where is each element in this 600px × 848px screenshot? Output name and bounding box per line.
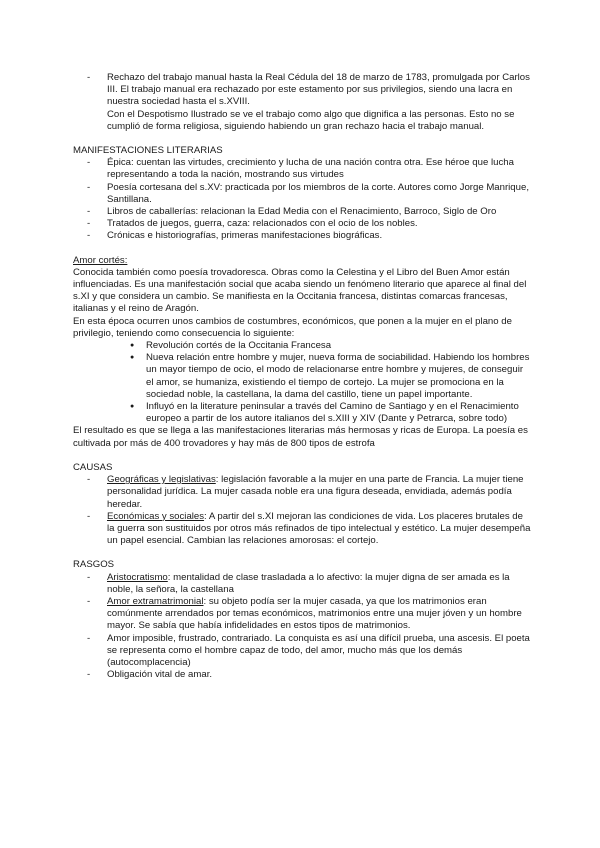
causa-term: Económicas y sociales xyxy=(107,510,205,522)
list-item: ● Revolución cortés de la Occitania Francesa xyxy=(73,340,533,352)
rasgos-list xyxy=(73,572,533,682)
causa-text: : A partir del s.XI mejoran las condiciones de vida. Los placeres brutales de la guerra son sustituidos por otros más refinados de tipo intelectual y estético. La mujer desempeña un papel esencial. Cambian las relaciones amorosas: el cortejo. xyxy=(107,510,531,547)
list-item xyxy=(73,596,533,633)
spacer xyxy=(73,243,533,255)
causa-term: Geográficas y legislativas xyxy=(107,474,216,486)
rasgo-term: Aristocratismo xyxy=(107,571,168,583)
list-item: - Tratados de juegos, guerra, caza: relacionados con el ocio de los nobles. xyxy=(73,218,533,230)
rasgo-text: Amor imposible, frustrado, contrariado. La conquista es así una difícil prueba, una ascesis. El poeta se representa como el hombre capaz de todo, del amor, mucho más que los demás (autocomplacencia) xyxy=(107,632,530,668)
rasgo-text: Obligación vital de amar. xyxy=(107,669,213,681)
causa-text: : legislación favorable a la mujer en una parte de Francia. La mujer tiene personalidad jurídica. La mujer casada noble era una figura deseada, envidiada, además podía heredar. xyxy=(107,474,524,510)
list-item xyxy=(73,669,533,681)
amor-paragraph-2: En esta época ocurren unos cambios de costumbres, económicos, que ponen a la mujer en el plano de privilegio, teniendo como consecuencia lo siguiente: xyxy=(73,315,512,339)
document-body xyxy=(73,72,533,681)
manifestaciones-list xyxy=(73,157,533,242)
rasgo-text: : mentalidad de clase trasladada a lo afectivo: la mujer digna de ser amada es la noble, la señora, la castellana xyxy=(107,571,510,595)
list-item xyxy=(73,474,533,511)
list-item: - Libros de caballerías: relacionan la Edad Media con el Renacimiento, Barroco, Siglo de Oro xyxy=(73,206,533,218)
list-item: - Crónicas e historiografías, primeras manifestaciones biográficas. xyxy=(73,230,533,242)
section-heading-causas: CAUSAS xyxy=(73,461,113,473)
list-item: ● Influyó en la literature peninsular a través del Camino de Santiago y en el Renacimiento europeo a partir de los autore italianos del s.XIII y XIV (Dante y Petrarca, sobre todo) xyxy=(73,401,533,425)
list-item: ● Nueva relación entre hombre y mujer, nueva forma de sociabilidad. Habiendo los hombres un mayor tiempo de ocio, el modo de relacionarse entre hombre y mujeres, de conseguir el amor, se humaniza, existiendo el tiempo de cortejo. La mujer se promociona en la sociedad noble, la castellana, la dama del castillo, tiene un papel importante. xyxy=(73,352,533,401)
list-item xyxy=(73,72,533,133)
list-item: - Épica: cuentan las virtudes, crecimiento y lucha de una nación contra otra. Ese héroe que lucha representando a toda la nación, mostrando sus virtudes xyxy=(73,157,533,181)
list-item xyxy=(73,511,533,548)
section-heading-rasgos: RASGOS xyxy=(73,559,115,571)
list-item xyxy=(73,633,533,670)
amor-bullet-list xyxy=(73,340,533,425)
rasgo-text: : su objeto podía ser la mujer casada, ya que los matrimonios eran comúnmente arrendados por temas económicos, matrimonios entre una mujer jóven y un hombre mayor. Se sabía que había infidelidades en estos tipos de matrimonios. xyxy=(107,595,522,632)
section-heading-amor-cortes: Amor cortés: xyxy=(73,254,128,266)
list-item: - Poesía cortesana del s.XV: practicada por los miembros de la corte. Autores como Jorge Manrique, Santillana. xyxy=(73,182,533,206)
amor-paragraph-1: Conocida también como poesía trovadoresca. Obras como la Celestina y el Libro del Buen Amor están influenciadas. Es una manifestación social que acaba siendo un fenómeno literario que aparece al final del s.XI y que considera un cambio. Se manifiesta en la Occitania francesa, distintas comarcas francesas, italianas y el reino de Aragón. xyxy=(73,266,527,315)
rasgo-term: Amor extramatrimonial xyxy=(107,595,204,607)
intro-paragraph-1: - Rechazo del trabajo manual hasta la Real Cédula del 18 de marzo de 1783, promulgada por Carlos III. El trabajo manual era rechazado por este estamento por sus privilegios, siendo una lacra en nuestra sociedad hasta el s.XVIII. xyxy=(107,72,530,108)
list-item xyxy=(73,572,533,596)
intro-list xyxy=(73,72,533,133)
spacer xyxy=(73,450,533,462)
spacer xyxy=(73,547,533,559)
amor-paragraph-3: El resultado es que se llega a las manifestaciones literarias más hermosas y ricas de Europa. La poesía es cultivada por más de 400 trovadores y hay más de 800 tipos de estrofa xyxy=(73,425,528,449)
intro-paragraph-2: Con el Despotismo Ilustrado se ve el trabajo como algo que dignifica a las personas. Esto no se cumplió de forma religiosa, siguiendo habiendo un gran rechazo hacia el trabajo manual. xyxy=(107,108,515,132)
causas-list xyxy=(73,474,533,547)
spacer xyxy=(73,133,533,145)
section-heading-manifestaciones: MANIFESTACIONES LITERARIAS xyxy=(73,145,223,157)
